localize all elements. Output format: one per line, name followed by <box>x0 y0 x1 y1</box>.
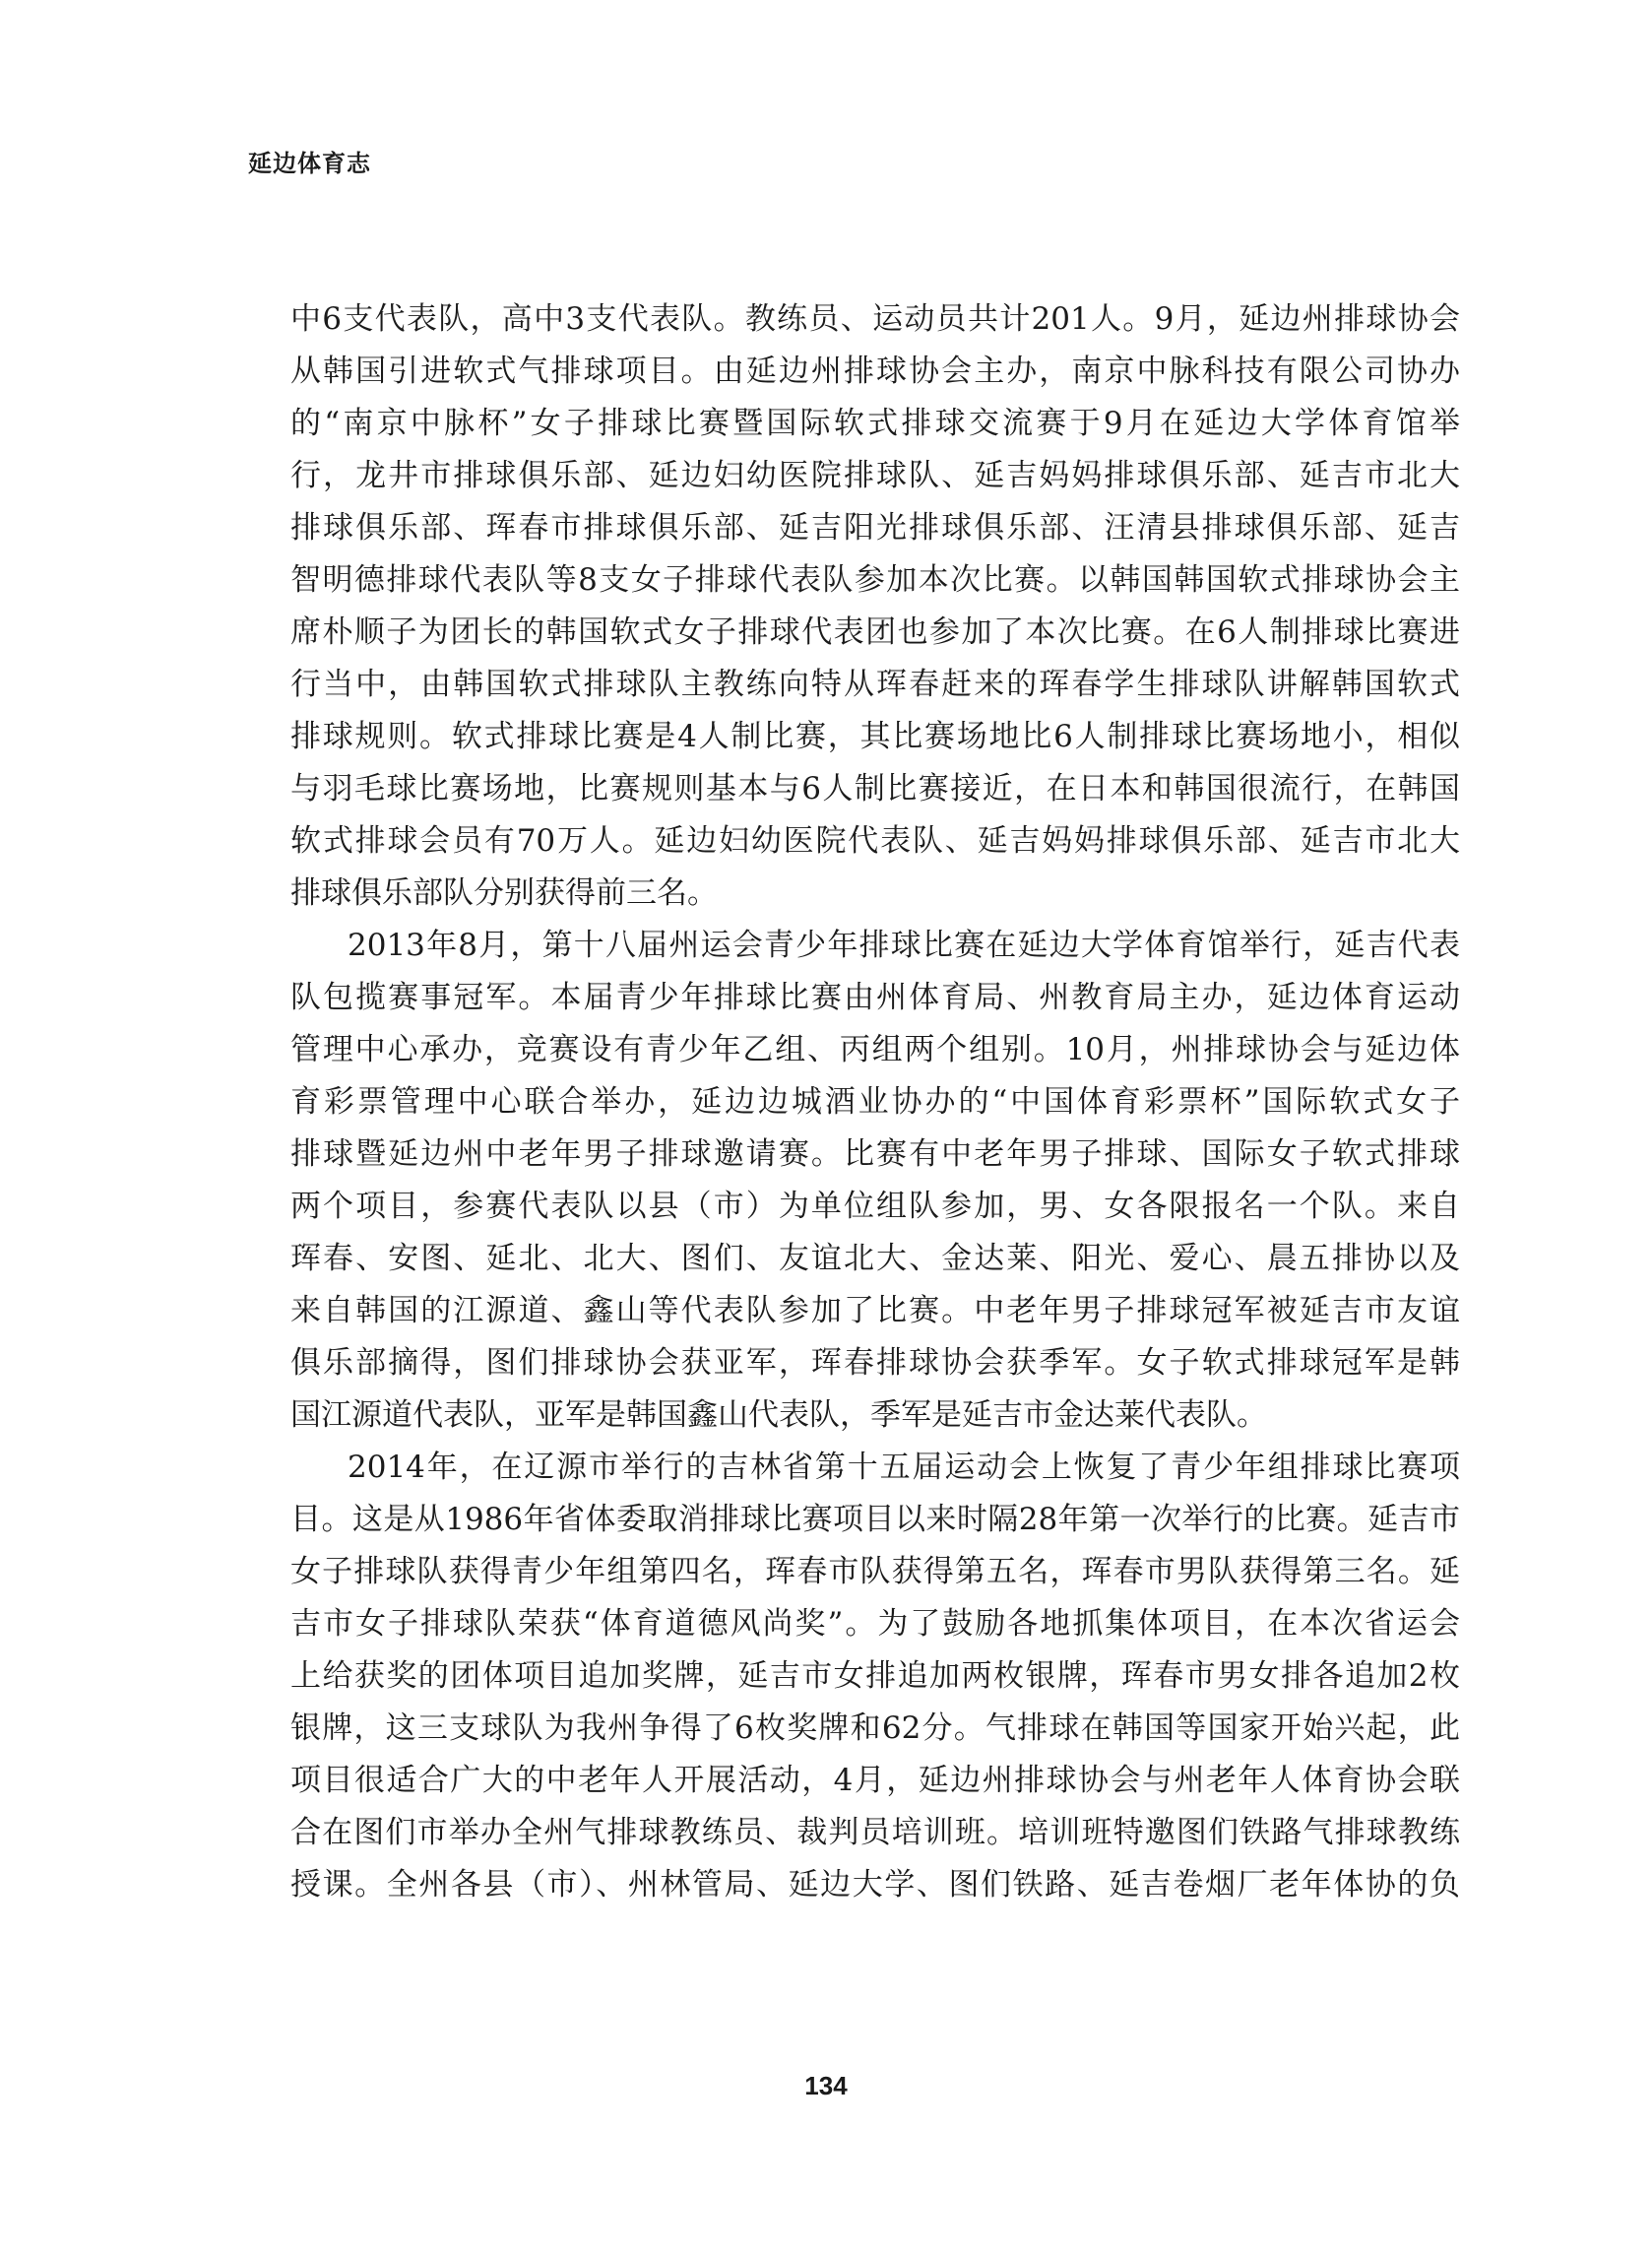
text-line: 项目很适合广大的中老年人开展活动，4月，延边州排球协会与州老年人体育协会联 <box>290 1763 1460 1798</box>
text-line: 合在图们市举办全州气排球教练员、裁判员培训班。培训班特邀图们铁路气排球教练 <box>290 1815 1460 1850</box>
text-line: 智明德排球代表队等8支女子排球代表队参加本次比赛。以韩国韩国软式排球协会主 <box>290 562 1460 598</box>
text-line: 中6支代表队，高中3支代表队。教练员、运动员共计201人。9月，延边州排球协会 <box>290 301 1460 337</box>
text-line: 目。这是从1986年省体委取消排球比赛项目以来时隔28年第一次举行的比赛。延吉市 <box>290 1502 1460 1537</box>
text-line: 女子排球队获得青少年组第四名，珲春市队获得第五名，珲春市男队获得第三名。延 <box>290 1554 1460 1589</box>
text-line: 与羽毛球比赛场地，比赛规则基本与6人制比赛接近，在日本和韩国很流行，在韩国 <box>290 771 1460 806</box>
text-line: 行当中，由韩国软式排球队主教练向特从珲春赶来的珲春学生排球队讲解韩国软式 <box>290 667 1460 702</box>
text-line: 授课。全州各县（市）、州林管局、延边大学、图们铁路、延吉卷烟厂老年体协的负 <box>290 1867 1460 1902</box>
text-line: 上给获奖的团体项目追加奖牌，延吉市女排追加两枚银牌，珲春市男女排各追加2枚 <box>290 1658 1460 1694</box>
text-line: 排球暨延边州中老年男子排球邀请赛。比赛有中老年男子排球、国际女子软式排球 <box>290 1136 1460 1172</box>
text-line: 行，龙井市排球俱乐部、延边妇幼医院排球队、延吉妈妈排球俱乐部、延吉市北大 <box>290 458 1460 493</box>
text-line: 来自韩国的江源道、鑫山等代表队参加了比赛。中老年男子排球冠军被延吉市友谊 <box>290 1293 1460 1328</box>
text-line: 席朴顺子为团长的韩国软式女子排球代表团也参加了本次比赛。在6人制排球比赛进 <box>290 614 1460 650</box>
text-line: 排球俱乐部队分别获得前三名。 <box>290 875 718 911</box>
text-line: 从韩国引进软式气排球项目。由延边州排球协会主办，南京中脉科技有限公司协办 <box>290 354 1460 389</box>
text-line: 俱乐部摘得，图们排球协会获亚军，珲春排球协会获季军。女子软式排球冠军是韩 <box>290 1345 1460 1381</box>
text-line: 2014年，在辽源市举行的吉林省第十五届运动会上恢复了青少年组排球比赛项 <box>348 1450 1460 1485</box>
text-line: 银牌，这三支球队为我州争得了6枚奖牌和62分。气排球在韩国等国家开始兴起，此 <box>290 1710 1460 1746</box>
text-line: 管理中心承办，竞赛设有青少年乙组、丙组两个组别。10月，州排球协会与延边体 <box>290 1032 1460 1067</box>
text-line: 排球规则。软式排球比赛是4人制比赛，其比赛场地比6人制排球比赛场地小，相似 <box>290 719 1460 754</box>
page-number: 134 <box>804 2071 848 2100</box>
text-line: 吉市女子排球队荣获“体育道德风尚奖”。为了鼓励各地抓集体项目，在本次省运会 <box>290 1606 1460 1642</box>
body-text <box>290 293 1460 1911</box>
text-line: 排球俱乐部、珲春市排球俱乐部、延吉阳光排球俱乐部、汪清县排球俱乐部、延吉 <box>290 510 1460 546</box>
text-line: 国江源道代表队，亚军是韩国鑫山代表队，季军是延吉市金达莱代表队。 <box>290 1397 1267 1433</box>
text-line: 2013年8月，第十八届州运会青少年排球比赛在延边大学体育馆举行，延吉代表 <box>348 928 1460 963</box>
running-head-title: 延边体育志 <box>248 150 371 177</box>
text-line: 两个项目，参赛代表队以县（市）为单位组队参加，男、女各限报名一个队。来自 <box>290 1189 1460 1224</box>
text-line: 软式排球会员有70万人。延边妇幼医院代表队、延吉妈妈排球俱乐部、延吉市北大 <box>290 823 1460 859</box>
text-line: 队包揽赛事冠军。本届青少年排球比赛由州体育局、州教育局主办，延边体育运动 <box>290 980 1460 1015</box>
text-line: 珲春、安图、延北、北大、图们、友谊北大、金达莱、阳光、爱心、晨五排协以及 <box>290 1241 1460 1276</box>
text-line: 育彩票管理中心联合举办，延边边城酒业协办的“中国体育彩票杯”国际软式女子 <box>290 1084 1460 1120</box>
text-line: 的“南京中脉杯”女子排球比赛暨国际软式排球交流赛于9月在延边大学体育馆举 <box>290 406 1460 441</box>
